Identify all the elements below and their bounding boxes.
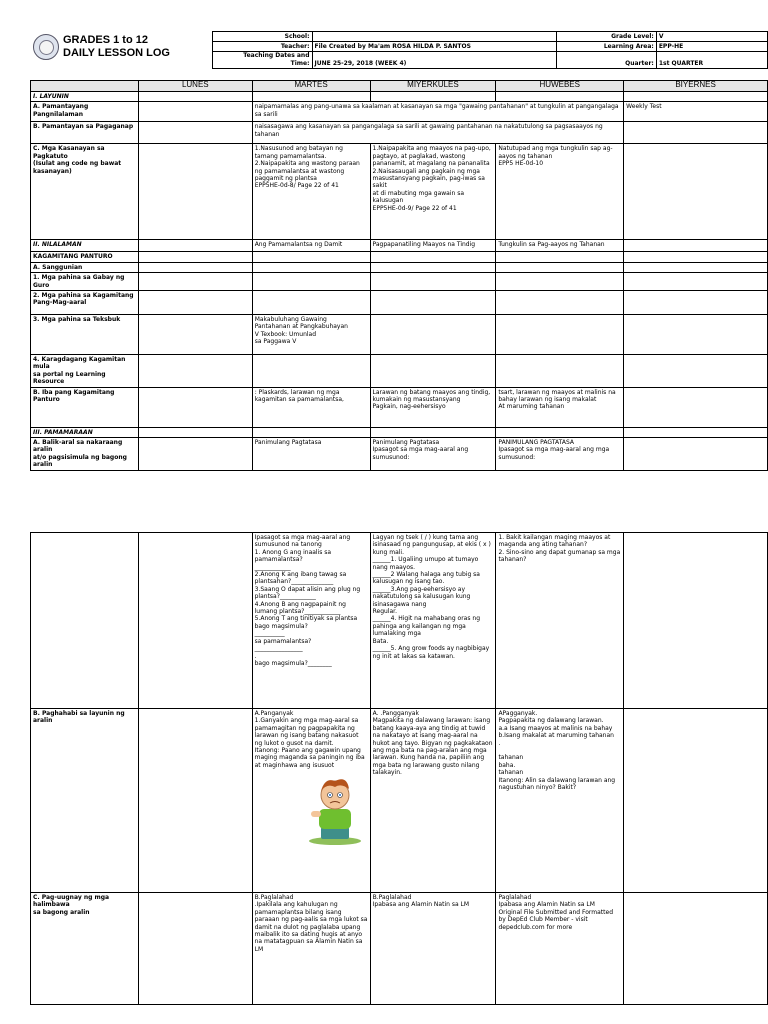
section-nilalaman: II. NILALAMAN bbox=[31, 240, 139, 252]
school-value bbox=[312, 32, 557, 42]
title-dll: DAILY LESSON LOG bbox=[63, 47, 170, 59]
grade-label: Grade Level: bbox=[557, 32, 657, 42]
topic-huwebes: Tungkulin sa Pag-aayos ng Tahanan bbox=[496, 240, 624, 252]
dates-label: Teaching Dates and Time: bbox=[213, 52, 313, 69]
textbook-martes: Makabuluhang Gawaing Pantahanan at Pangkabuhayan V Texbook: Umunlad sa Paggawa V bbox=[252, 315, 370, 355]
label-pamantayan-pagaganap: B. Pamantayan sa Pagaganap bbox=[31, 122, 139, 144]
lesson-log-table-page1 bbox=[30, 80, 768, 471]
presentation-miyerkules: B.Paglalahad Ipabasa ang Alamin Natin sa LM bbox=[370, 893, 496, 1005]
label-kasanayan: C. Mga Kasanayan sa Pagkatuto (Isulat ang code ng bawat kasanayan) bbox=[31, 144, 139, 240]
label-kagamitang-panturo: KAGAMITANG PANTURO bbox=[31, 252, 139, 262]
materials-martes: : Plaskards, larawan ng mga kagamitan sa pamamalantsa, bbox=[252, 387, 370, 427]
quarter-label: Quarter: bbox=[557, 52, 657, 69]
presentation-martes: B.Paglalahad .Ipakilala ang kahulugan ng pamamaplantsa bilang isang paraaan ng pag-aalis sa mga lukot sa damit na dulot ng paglalaba upang maibalik ito sa dating hugis at anyo na matatagpuan sa Alamin Natin sa LM bbox=[252, 893, 370, 1005]
label-kagamitang-mag-aaral: 2. Mga pahina sa Kagamitang Pang-Mag-aaral bbox=[31, 291, 139, 315]
day-header-lunes: LUNES bbox=[138, 81, 252, 92]
weekly-test: Weekly Test bbox=[624, 102, 768, 122]
motivation-miyerkules: A. .Pangganyak Magpakita ng dalawang larawan: isang batang kaaya-aya ang tindig at tuwid na nakatayo at isang mag-aaral na hukot ang tayo. Bigyan ng pagkakataon ang mga bata na pag-aralan ang mga larawan. Kung handa na, papiliin ang mga bata ng larawang gusto nilang talakayin. bbox=[370, 709, 496, 893]
label-balik-aral: A. Balik-aral sa nakaraang aralin at/o pagsisimula ng bagong aralin bbox=[31, 438, 139, 471]
presentation-huwebes: Paglalahad Ipabasa ang Alamin Natin sa LM Original File Submitted and Formatted by DepEd Club Member - visit depedclub.com for more bbox=[496, 893, 624, 1005]
day-header-miyerkules: MIYERKULES bbox=[370, 81, 496, 92]
header-info-table bbox=[212, 31, 768, 69]
confused-boy-cartoon-image bbox=[305, 775, 365, 847]
review-miyerkules: Panimulang Pagtatasa Ipasagot sa mga mag-aaral ang sumusunod: bbox=[370, 438, 496, 471]
corner-cell bbox=[31, 81, 139, 92]
section-pamamaraan: III. PAMAMARAAN bbox=[31, 427, 139, 437]
day-header-martes: MARTES bbox=[252, 81, 370, 92]
area-value: EPP-HE bbox=[656, 42, 767, 52]
label-karagdagang-kagamitan: 4. Karagdagang Kagamitan mula sa portal ng Learning Resource bbox=[31, 355, 139, 388]
performance-standard: naisasagawa ang kasanayan sa pangangalaga sa sarili at gawaing pantahanan na nakatutulong sa pagsasaayos ng tahanan bbox=[252, 122, 623, 144]
label-iba-pang-kagamitan: B. Iba pang Kagamitang Panturo bbox=[31, 387, 139, 427]
grade-value: V bbox=[656, 32, 767, 42]
quarter-value: 1st QUARTER bbox=[656, 52, 767, 69]
lesson-log-table-page2 bbox=[30, 532, 768, 1005]
motivation-martes-cell bbox=[252, 709, 370, 893]
teacher-label: Teacher: bbox=[213, 42, 313, 52]
pretest-huwebes: 1. Bakit kailangan maging maayos at maganda ang ating tahanan? 2. Sino-sino ang dapat gumanap sa mga tahanan? bbox=[496, 533, 624, 709]
label-pag-uugnay: C. Pag-uugnay ng mga halimbawa sa bagong aralin bbox=[31, 893, 139, 1005]
topic-miyerkules: Pagpapanatiling Maayos na Tindig bbox=[370, 240, 496, 252]
materials-miyerkules: Larawan ng batang maayos ang tindig, kumakain ng masustansyang Pagkain, nag-eehersisyo bbox=[370, 387, 496, 427]
label-teksbuk: 3. Mga pahina sa Teksbuk bbox=[31, 315, 139, 355]
pretest-martes: Ipasagot sa mga mag-aaral ang sumusunod na tanong 1. Anong G ang inaalis sa pamamalantsa? ____________ 2.Anong K ang ibang tawag sa plantsahan?______________ 3.Saang O dapat alisin ang plug ng plantsa?____________ 4.Anong B ang nagpapainit ng lumang plantsa?____________ 5.Anong T ang tinitiyak sa plantsa bago magsimula? __________ sa pamamalantsa? ________________ . bago magsimula?________ bbox=[252, 533, 370, 709]
teacher-value: File Created by Ma'am ROSA HILDA P. SANTOS bbox=[312, 42, 557, 52]
pretest-miyerkules: Lagyan ng tsek ( / ) kung tama ang isinasaad ng pangungusap, at ekis ( x ) kung mali. ______1. Ugaliing umupo at tumayo nang maayos. ______2 Walang halaga ang tubig sa kalusugan ng isang tao. ______3.Ang pag-eehersisyo ay nakatutulong sa kalusugan kung isinasagawa nang Regular. ______4. Higit na mahabang oras ng pahinga ang kailangan ng mga lumalaking mga Bata. ______5. Ang grow foods ay nagbibigay ng init at lakas sa katawan. bbox=[370, 533, 496, 709]
content-standard: naipamamalas ang pang-unawa sa kaalaman at kasanayan sa mga "gawaing pantahanan" at tungkulin at pangangalaga sa sarili bbox=[252, 102, 623, 122]
dates-value: JUNE 25-29, 2018 (WEEK 4) bbox=[312, 52, 557, 69]
day-header-biyernes: BIYERNES bbox=[624, 81, 768, 92]
section-layunin: I. LAYUNIN bbox=[31, 92, 139, 102]
label-sanggunian: A. Sanggunian bbox=[31, 262, 139, 272]
objectives-huwebes: Natutupad ang mga tungkulin sap ag-aayos ng tahanan EPP5 HE-0d-10 bbox=[496, 144, 624, 240]
review-martes: Panimulang Pagtatasa bbox=[252, 438, 370, 471]
motivation-huwebes: APagganyak. Pagpapakita ng dalawang larawan. a.a Isang maayos at malinis na bahay b.Isang makalat at maruming tahanan . tahanan baha. tahanan Itanong: Alin sa dalawang larawan ang nagustuhan ninyo? Bakit? bbox=[496, 709, 624, 893]
materials-huwebes: tsart, larawan ng maayos at malinis na bahay larawan ng isang makalat At maruming tahanan bbox=[496, 387, 624, 427]
topic-martes: Ang Pamamalantsa ng Damit bbox=[252, 240, 370, 252]
area-label: Learning Area: bbox=[557, 42, 657, 52]
review-huwebes: PANIMULANG PAGTATASA Ipasagot sa mga mag-aaral ang mga sumusunod: bbox=[496, 438, 624, 471]
objectives-miyerkules: 1.Naipapakita ang maayos na pag-upo, pagtayo, at paglakad, wastong pananamit, at magalang na pananalita 2.Naisasaugali ang pagkain ng mga masustansyang pagkain, pag-iwas sa sakit at di mabuting mga gawain sa kalusugan EPP5HE-0d-9/ Page 22 of 41 bbox=[370, 144, 496, 240]
motivation-martes: A.Panganyak 1.Ganyakin ang mga mag-aaral sa pamamagitan ng pagpapakita ng larawan ng isang batang nakasuot ng lukot o gusot na damit. Itanong: Paano ang gagawin upang maging maganda sa paningin ng iba at maginhawa ang isusuot bbox=[254, 710, 365, 769]
label-pamantayang-pangnilalaman: A. Pamantayang Pangnilalaman bbox=[31, 102, 139, 122]
school-label: School: bbox=[213, 32, 313, 42]
day-header-huwebes: HUWEBES bbox=[496, 81, 624, 92]
objectives-martes: 1.Nasusunod ang batayan ng tamang pamamalantsa. 2.Naipapakita ang wastong paraan ng pamamalantsa at wastong paggamit ng plantsa EPP5HE-0d-8/ Page 22 of 41 bbox=[252, 144, 370, 240]
title-grades: GRADES 1 to 12 bbox=[63, 34, 148, 46]
label-paghahabi: B. Paghahabi sa layunin ng aralin bbox=[31, 709, 139, 893]
label-gabay-guro: 1. Mga pahina sa Gabay ng Guro bbox=[31, 273, 139, 291]
deped-seal-icon bbox=[33, 34, 59, 60]
